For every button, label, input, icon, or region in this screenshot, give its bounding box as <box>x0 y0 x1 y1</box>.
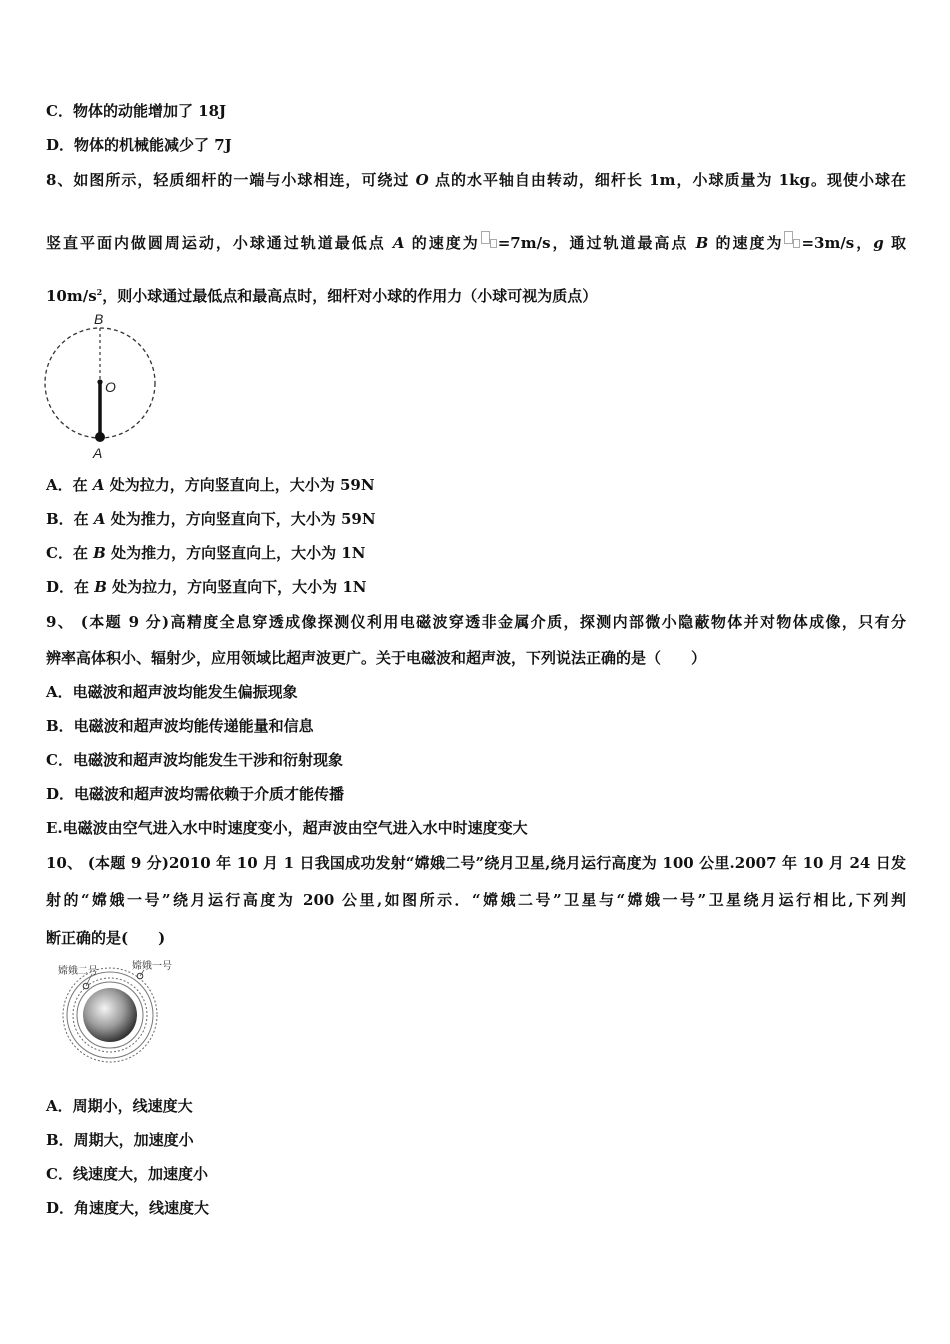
missing-glyph-icon <box>481 231 490 244</box>
label-a: A <box>93 445 103 461</box>
label-change1: 嫦娥一号 <box>132 961 172 972</box>
q9-option-d: D．电磁波和超声波均需依赖于介质才能传播 <box>46 785 345 803</box>
q10-stem-line2: 射的“嫦娥一号”绕月运行高度为 200 公里,如图所示．“嫦娥二号”卫星与“嫦娥一号”卫星绕月运行相比,下列判 <box>46 891 906 909</box>
q10-option-d: D．角速度大，线速度大 <box>46 1199 210 1217</box>
label-o: O <box>105 379 116 395</box>
q8-stem-line1: 8、如图所示，轻质细杆的一端与小球相连，可绕过 O 点的水平轴自由转动，细杆长 1m，小球质量为 1kg。现使小球在 <box>46 171 906 189</box>
q9-option-c: C．电磁波和超声波均能发生干涉和衍射现象 <box>46 751 343 769</box>
q8-option-c: C．在 B 处为推力，方向竖直向上，大小为 1N <box>46 544 366 562</box>
q10-stem-line1: 10、 (本题 9 分)2010 年 10 月 1 日我国成功发射“嫦娥二号”绕月卫星,绕月运行高度为 100 公里.2007 年 10 月 24 日发 <box>46 854 906 872</box>
missing-glyph-icon <box>490 239 497 248</box>
q10-option-b: B．周期大，加速度小 <box>46 1131 194 1149</box>
q10-orbit-figure <box>52 958 182 1068</box>
q8-option-b: B．在 A 处为推力，方向竖直向下，大小为 59N <box>46 510 376 528</box>
q7-option-c: C．物体的动能增加了 18J <box>46 102 227 120</box>
q9-option-a: A．电磁波和超声波均能发生偏振现象 <box>46 683 298 701</box>
q9-stem-line2: 辨率高体积小、辐射少，应用领域比超声波更广。关于电磁波和超声波，下列说法正确的是（ ） <box>46 649 707 667</box>
q8-option-d: D．在 B 处为拉力，方向竖直向下，大小为 1N <box>46 578 367 596</box>
q8-circle-figure <box>38 308 164 464</box>
q10-option-c: C．线速度大，加速度小 <box>46 1165 208 1183</box>
pivot-point <box>97 379 102 384</box>
q8-option-a: A．在 A 处为拉力，方向竖直向上，大小为 59N <box>46 476 375 494</box>
q10-stem-line3: 断正确的是( ) <box>46 929 166 947</box>
q7-option-d: D．物体的机械能减少了 7J <box>46 136 232 154</box>
ball <box>95 432 105 442</box>
label-change2: 嫦娥二号 <box>58 966 98 977</box>
missing-glyph-icon <box>784 231 793 244</box>
q9-stem-line1: 9、 (本题 9 分)高精度全息穿透成像探测仪利用电磁波穿透非金属介质，探测内部微小隐蔽物体并对物体成像，只有分 <box>46 613 906 631</box>
missing-glyph-icon <box>793 239 800 248</box>
var-o: O <box>415 171 429 189</box>
q8-stem-line2: 竖直平面内做圆周运动，小球通过轨道最低点 A 的速度为 =7m/s，通过轨道最高点 B 的速度为 =3m/s，g 取 <box>46 231 906 253</box>
label-b: B <box>94 311 104 327</box>
q8-stem-line3: $10m/s^2$，则小球通过最低点和最高点时，细杆对小球的作用力（小球可视为质点） <box>46 287 598 305</box>
q9-option-e: E.电磁波由空气进入水中时速度变小，超声波由空气进入水中时速度变大 <box>46 819 528 837</box>
moon <box>83 988 137 1042</box>
q9-option-b: B．电磁波和超声波均能传递能量和信息 <box>46 717 314 735</box>
q10-option-a: A．周期小，线速度大 <box>46 1097 193 1115</box>
